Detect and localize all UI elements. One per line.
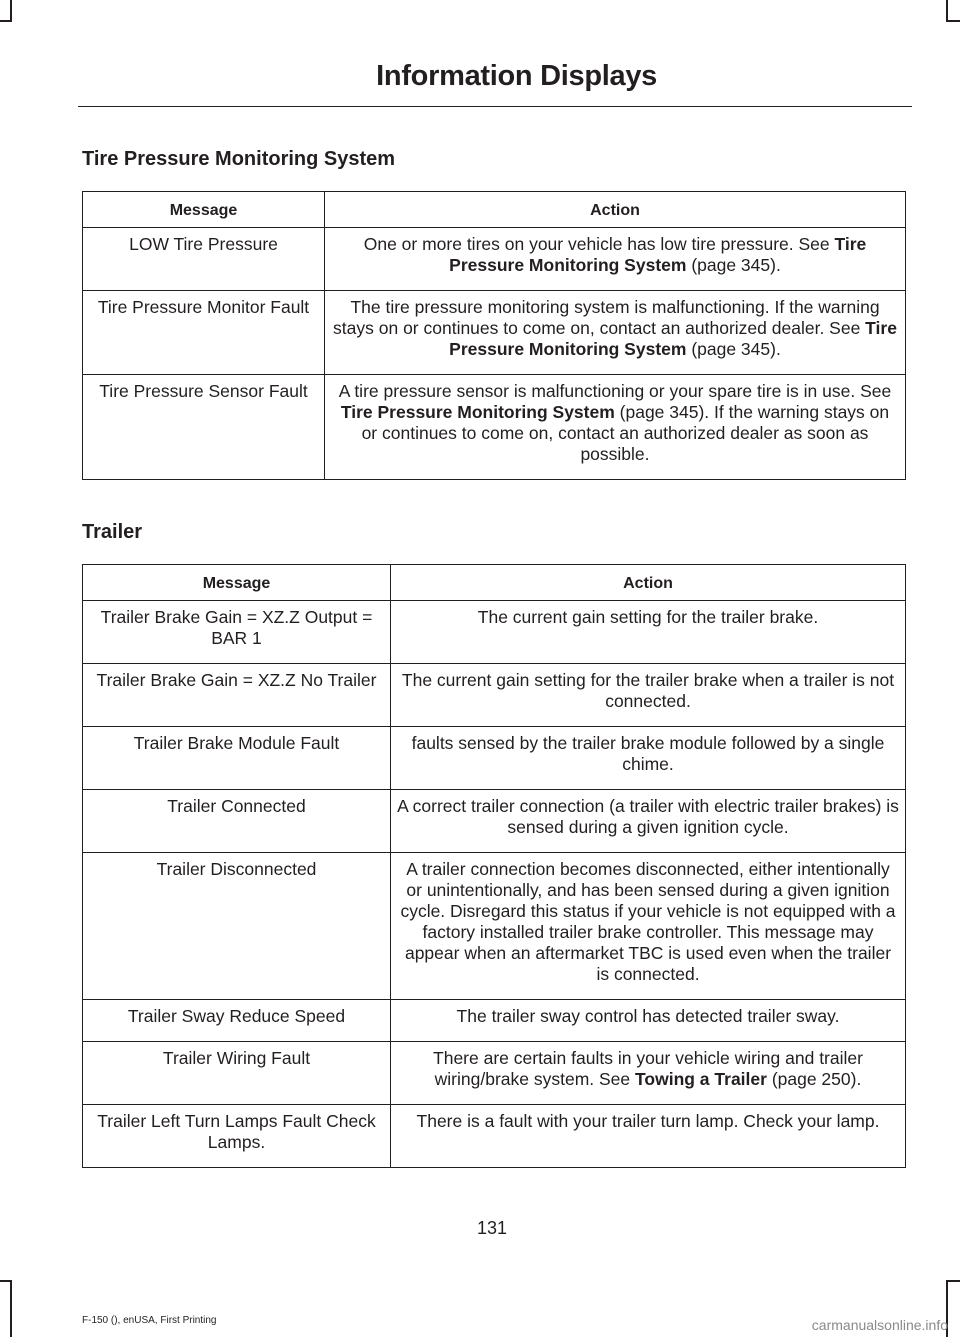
page-number: 131 (476, 1218, 508, 1238)
message-cell: Trailer Sway Reduce Speed (83, 1000, 391, 1042)
table-row (83, 1042, 906, 1105)
watermark: carmanualsonline.info (811, 1317, 948, 1333)
page-header-title: Information Displays (376, 60, 657, 92)
table-row (83, 1000, 906, 1042)
cross-reference-link[interactable]: Tire Pressure Monitoring System (340, 402, 615, 422)
message-cell: Trailer Brake Module Fault (83, 727, 391, 790)
trailer-table (82, 564, 906, 1168)
action-cell: The current gain setting for the trailer brake. (391, 601, 906, 664)
crop-mark (946, 1280, 960, 1282)
crop-mark (10, 0, 12, 22)
message-cell: Trailer Disconnected (83, 853, 391, 1000)
action-text: The tire pressure monitoring system is malfunctioning. If the warning stays on or continues to come on, contact an authorized dealer. See (333, 297, 880, 338)
crop-mark (946, 20, 960, 22)
section-title-tpms: Tire Pressure Monitoring System (82, 148, 396, 170)
page-reference: (page 345). (686, 339, 781, 359)
action-cell (391, 1042, 906, 1105)
action-cell (325, 228, 906, 291)
action-cell: faults sensed by the trailer brake module followed by a single chime. (391, 727, 906, 790)
column-header-message: Message (83, 192, 325, 228)
message-cell: Trailer Brake Gain = XZ.Z Output = BAR 1 (83, 601, 391, 664)
message-cell: Trailer Wiring Fault (83, 1042, 391, 1105)
header-divider (78, 106, 912, 107)
cross-reference-link[interactable]: Tire Pressure Monitoring System (449, 318, 897, 359)
action-text: One or more tires on your vehicle has low tire pressure. See (363, 234, 835, 254)
crop-mark (0, 1280, 12, 1282)
message-cell: Tire Pressure Sensor Fault (83, 375, 325, 480)
action-cell: The trailer sway control has detected trailer sway. (391, 1000, 906, 1042)
crop-mark (946, 0, 948, 22)
crop-mark (10, 1280, 12, 1337)
table-row (83, 664, 906, 727)
table-row (83, 601, 906, 664)
action-cell: A correct trailer connection (a trailer with electric trailer brakes) is sensed during a given ignition cycle. (391, 790, 906, 853)
table-row (83, 228, 906, 291)
page-reference: (page 250). (766, 1069, 862, 1089)
table-row (83, 375, 906, 480)
print-info: F-150 (), enUSA, First Printing (82, 1315, 217, 1326)
tpms-table (82, 191, 906, 480)
action-cell (325, 375, 906, 480)
table-row (83, 1105, 906, 1168)
action-text: There are certain faults in your vehicle wiring and trailer wiring/brake system. See (433, 1048, 863, 1089)
cross-reference-link[interactable]: Towing a Trailer (635, 1069, 767, 1089)
action-cell: There is a fault with your trailer turn lamp. Check your lamp. (391, 1105, 906, 1168)
cross-reference-link[interactable]: Tire Pressure Monitoring System (449, 234, 867, 275)
table-row (83, 790, 906, 853)
action-cell: The current gain setting for the trailer brake when a trailer is not connected. (391, 664, 906, 727)
column-header-message: Message (83, 565, 391, 601)
message-cell: Trailer Brake Gain = XZ.Z No Trailer (83, 664, 391, 727)
table-row (83, 727, 906, 790)
message-cell: Tire Pressure Monitor Fault (83, 291, 325, 375)
section-title-trailer: Trailer (82, 521, 143, 543)
column-header-action: Action (325, 192, 906, 228)
message-cell: Trailer Connected (83, 790, 391, 853)
column-header-action: Action (391, 565, 906, 601)
action-cell (325, 291, 906, 375)
message-cell: LOW Tire Pressure (83, 228, 325, 291)
page-reference: (page 345). (686, 255, 781, 275)
action-cell: A trailer connection becomes disconnected, either intentionally or unintentionally, and has been sensed during a given ignition cycle. Disregard this status if your vehicle is not equipped with a factory installed trailer brake controller. This message may appear when an aftermarket TBC is used even when the trailer is connected. (391, 853, 906, 1000)
crop-mark (0, 20, 12, 22)
message-cell: Trailer Left Turn Lamps Fault Check Lamps. (83, 1105, 391, 1168)
table-row (83, 291, 906, 375)
action-text: A tire pressure sensor is malfunctioning or your spare tire is in use. See (338, 381, 892, 401)
page-reference: (page 345). If the warning stays on or continues to come on, contact an authorized dealer as soon as possible. (361, 402, 890, 464)
table-row (83, 853, 906, 1000)
